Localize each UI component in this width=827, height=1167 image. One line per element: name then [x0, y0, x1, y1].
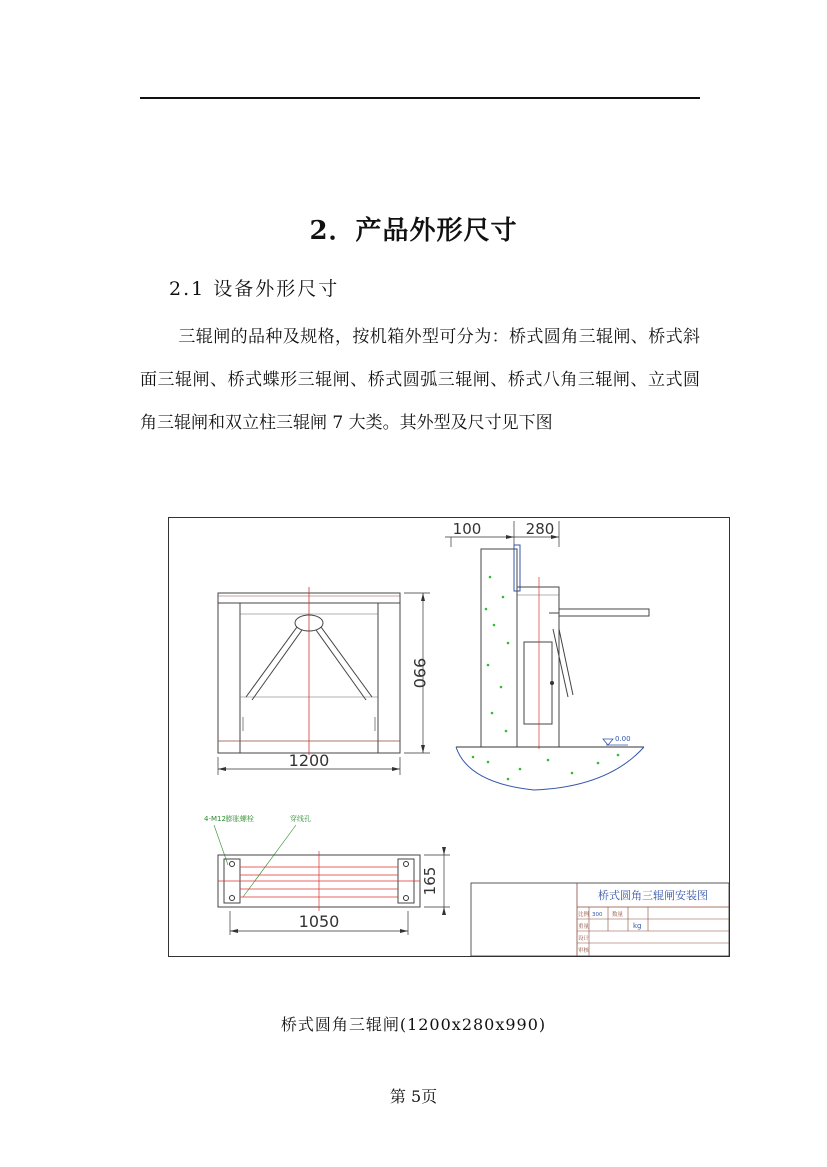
section-heading: 2．产品外形尺寸 — [309, 216, 518, 246]
dim-plan-width: 1050 — [298, 912, 340, 931]
tb-row4-label: 审核 — [578, 948, 590, 954]
tb-row1-value: 300 — [592, 912, 603, 918]
dim-front-width: 1200 — [288, 751, 330, 770]
dim-plan-depth: 165 — [421, 866, 439, 896]
dim-side-right: 280 — [525, 520, 555, 538]
installation-drawing — [168, 517, 730, 957]
dim-side-left: 100 — [452, 520, 482, 538]
wall-hatch — [485, 576, 510, 733]
figure-caption: 桥式圆角三辊闸(1200x280x990) — [280, 1015, 547, 1034]
body-paragraph — [140, 316, 700, 445]
paragraph-text: 三辊闸的品种及规格，按机箱外型可分为：桥式圆角三辊闸、桥式斜面三辊闸、桥式蝶形三辊闸、桥式圆弧三辊闸、桥式八角三辊闸、立式圆角三辊闸和双立柱三辊闸 7 大类。其外型及尺寸见下图 — [140, 327, 700, 433]
tb-row1-label: 比例 — [578, 912, 590, 918]
title-block — [471, 883, 729, 956]
side-view — [445, 520, 649, 790]
header-rule — [140, 97, 700, 99]
title-block-title: 桥式圆角三辊闸安装图 — [598, 889, 708, 902]
tb-row2-label: 重量 — [578, 924, 590, 930]
subsection-heading: 2.1 设备外形尺寸 — [169, 278, 340, 300]
tb-row3-label: 设计 — [578, 936, 590, 942]
dim-front-height: 990 — [410, 657, 429, 689]
tb-row2-unit: kg — [633, 922, 642, 930]
level-mark: 0.00 — [615, 735, 631, 743]
bolt-note: 4-M12膨胀螺栓 — [204, 815, 254, 823]
page-number: 第 5页 — [389, 1087, 438, 1106]
plan-view — [204, 814, 450, 935]
conduit-note: 穿线孔 — [290, 815, 311, 823]
front-view — [218, 587, 430, 775]
tb-row1-label2: 数量 — [612, 912, 624, 918]
